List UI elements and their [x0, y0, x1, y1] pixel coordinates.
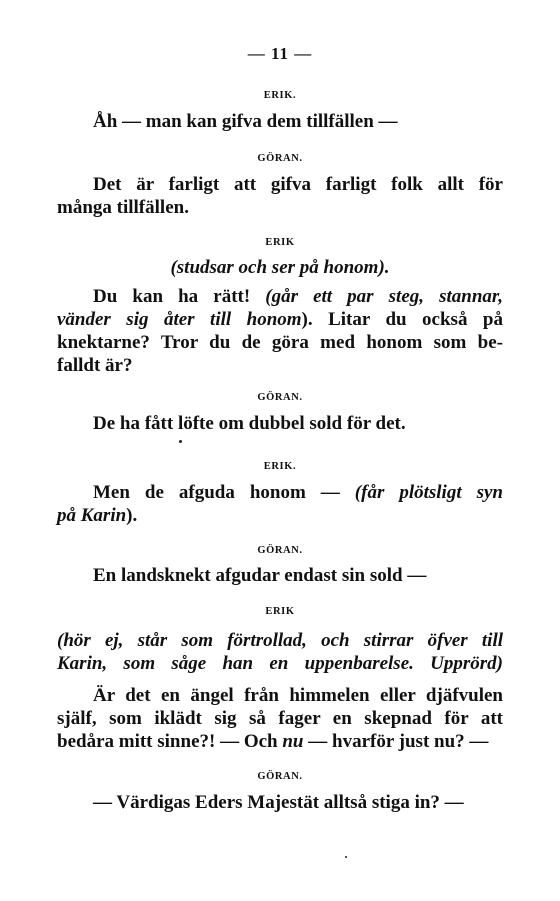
speaker-name: GÖRAN.: [257, 545, 303, 556]
dialogue-line: [57, 504, 137, 528]
dialogue-text: bedåra mitt sinne?! — Och: [57, 731, 283, 752]
dialogue-line: [93, 110, 398, 134]
dialogue-text: — Värdigas Eders Majestät alltså stiga in? —: [93, 792, 464, 813]
speaker-name: ERIK.: [263, 461, 297, 472]
dialogue-text: De ha fått löfte om dubbel sold för det.: [93, 413, 406, 434]
speaker-name: ERIK: [265, 237, 295, 248]
dialogue-line: [93, 481, 503, 505]
dialogue-text: — hvarför just nu? —: [303, 731, 489, 752]
speaker-name: GÖRAN.: [257, 153, 303, 164]
dialogue-text: ).: [126, 505, 138, 526]
dialogue-line: [57, 196, 189, 220]
dialogue-emphasis: nu: [282, 731, 304, 752]
dialogue-text: Men de afguda honom —: [93, 482, 355, 503]
stage-direction: [57, 629, 503, 653]
stage-direction: vänder sig åter till honom: [57, 309, 302, 330]
stage-direction: (studsar och ser på honom).: [170, 257, 390, 278]
stage-direction: (går ett par steg, stannar,: [265, 286, 503, 307]
dialogue-line: [93, 791, 464, 815]
dialogue-text: falldt är?: [57, 355, 133, 376]
speaker-name: ERIK: [265, 606, 295, 617]
dialogue-text: själf, som iklädt sig så fager en skepnad för att: [57, 708, 503, 729]
dialogue-line: [93, 173, 503, 197]
stage-direction: [57, 652, 503, 676]
dialogue-line: [57, 730, 488, 754]
dialogue-text: knektarne? Tror du de göra med honom som be-: [57, 332, 503, 353]
dialogue-line: [93, 412, 406, 436]
dialogue-line: [57, 308, 503, 332]
stage-direction-text: (hör ej, står som förtrollad, och stirrar öfver till: [57, 630, 503, 651]
dialogue-line: [93, 285, 503, 309]
dialogue-line: [57, 354, 132, 378]
dialogue-line: [57, 707, 503, 731]
ink-speck: [179, 440, 182, 443]
dialogue-text: ). Litar du också på: [301, 309, 503, 330]
stage-direction-text: Karin, som såge han en uppenbarelse. Upprörd): [57, 653, 503, 674]
dialogue-line: [93, 564, 426, 588]
dialogue-text: En landsknekt afgudar endast sin sold —: [93, 565, 427, 586]
speaker-name: GÖRAN.: [257, 392, 303, 403]
dialogue-line: [57, 331, 503, 355]
dialogue-text: Det är farligt att gifva farligt folk allt för: [93, 174, 503, 195]
dialogue-text: Är det en ängel från himmelen eller djäfvulen: [93, 685, 503, 706]
page-number: — 11 —: [247, 44, 313, 63]
dialogue-text: många tillfällen.: [57, 197, 189, 218]
stage-direction: på Karin: [57, 505, 127, 526]
dialogue-text: Du kan ha rätt!: [93, 286, 266, 307]
ink-speck: [345, 856, 347, 858]
speaker-name: GÖRAN.: [257, 771, 303, 782]
dialogue-line: [93, 684, 503, 708]
dialogue-text: Åh — man kan gifva dem tillfällen —: [93, 111, 398, 132]
stage-direction: (får plötsligt syn: [354, 482, 504, 503]
speaker-name: ERIK.: [263, 90, 297, 101]
